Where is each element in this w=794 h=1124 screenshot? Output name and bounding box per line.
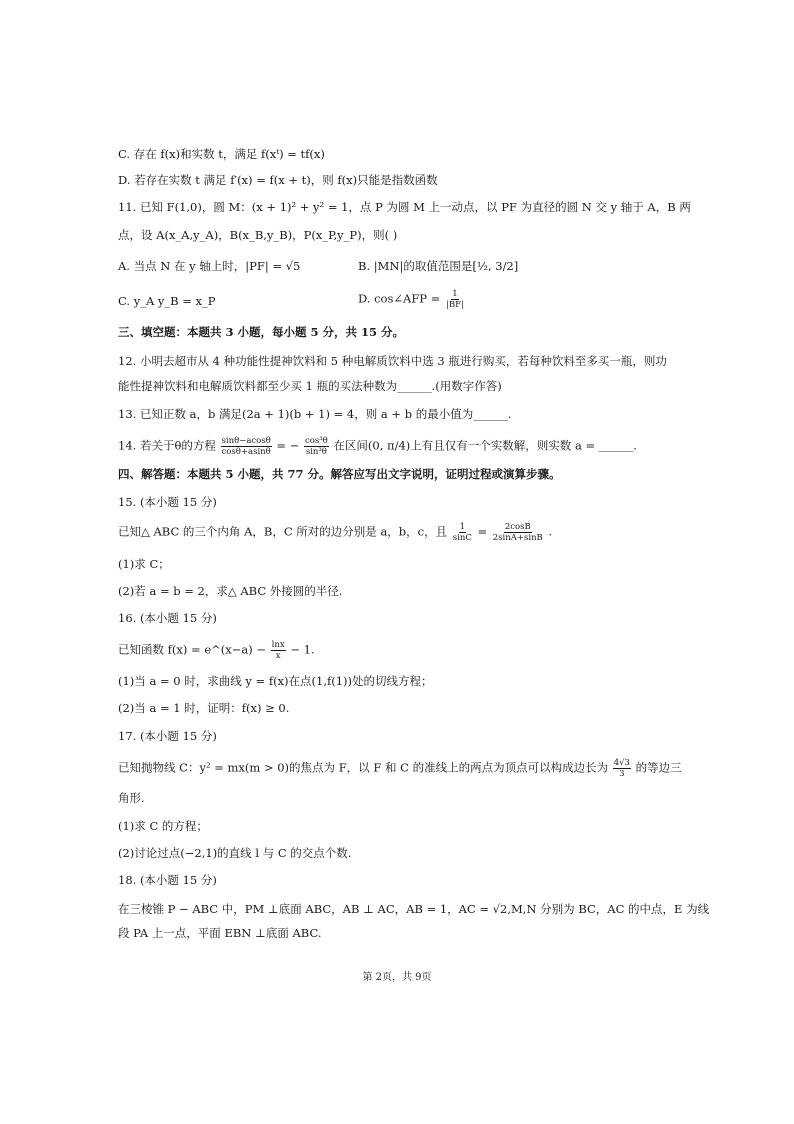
question-18-header: 18. (本小题 15 分) — [118, 873, 217, 887]
question-12-stem: 12. 小明去超市从 4 种功能性提神饮料和 5 种电解质饮料中选 3 瓶进行购买，若每种饮料至多买一瓶，则功 — [118, 354, 667, 368]
q15-fraction-left — [452, 522, 473, 543]
option-d-fraction — [445, 289, 465, 310]
q14-text-mid: = − — [276, 438, 300, 453]
q15-text-eq: = — [477, 524, 488, 539]
fraction-denominator: 2sinA+sinB — [492, 533, 543, 543]
question-11-option-c: C. y_A y_B = x_P — [118, 294, 216, 308]
fraction-denominator: |BF| — [446, 300, 464, 310]
question-17-stem-cont: 角形. — [118, 791, 145, 805]
q16-fraction — [271, 640, 286, 661]
question-15-stem — [118, 522, 552, 543]
fraction-numerator: 1 — [452, 289, 458, 299]
question-11-stem-cont: 点，设 A(x_A,y_A)，B(x_B,y_B)，P(x_P,y_P)，则( ) — [118, 228, 398, 242]
fraction-denominator: cosθ+asinθ — [221, 447, 271, 457]
question-11-option-a: A. 当点 N 在 y 轴上时，|PF| = √5 — [118, 259, 301, 273]
q17-fraction — [613, 758, 631, 779]
question-18-stem: 在三棱锥 P − ABC 中，PM ⊥底面 ABC，AB ⊥ AC，AB = 1，AC = √2,M,N 分别为 BC，AC 的中点，E 为线 — [118, 902, 710, 916]
question-15-part-1: (1)求 C； — [118, 557, 170, 571]
q15-text-end: . — [548, 524, 553, 539]
question-16-part-1: (1)当 a = 0 时，求曲线 y = f(x)在点(1,f(1))处的切线方程； — [118, 674, 433, 688]
q15-fraction-right — [492, 522, 544, 543]
question-16-header: 16. (本小题 15 分) — [118, 611, 217, 625]
q15-text-pre: 已知△ ABC 的三个内角 A，B，C 所对的边分别是 a，b，c，且 — [118, 524, 448, 539]
q16-text-end: − 1. — [290, 642, 315, 657]
fraction-denominator: sin³θ — [305, 447, 327, 457]
fraction-numerator: 1 — [459, 522, 465, 532]
section-4-heading: 四、解答题：本题共 5 小题，共 77 分。解答应写出文字说明，证明过程或演算步骤。 — [118, 467, 561, 481]
q14-fraction-right — [304, 436, 329, 457]
fraction-numerator: 2cosB — [504, 522, 531, 532]
question-11-option-b: B. |MN|的取值范围是[½, 3/2] — [358, 259, 519, 273]
question-17-part-2: (2)讨论过点(−2,1)的直线 l 与 C 的交点个数. — [118, 846, 352, 860]
section-3-heading: 三、填空题：本题共 3 小题，每小题 5 分，共 15 分。 — [118, 325, 405, 339]
question-14-stem — [118, 436, 637, 457]
question-13-stem: 13. 已知正数 a，b 满足(2a + 1)(b + 1) = 4，则 a + b 的最小值为______. — [118, 407, 512, 421]
question-16-stem — [118, 640, 315, 661]
question-15-part-2: (2)若 a = b = 2，求△ ABC 外接圆的半径. — [118, 584, 343, 598]
fraction-numerator: cos³θ — [305, 436, 328, 446]
question-17-part-1: (1)求 C 的方程； — [118, 819, 208, 833]
question-10-option-d: D. 若存在实数 t 满足 f′(x) = f(x + t)，则 f(x)只能是指数函数 — [118, 173, 438, 187]
q16-text-pre: 已知函数 f(x) = e^(x−a) − — [118, 642, 267, 657]
fraction-denominator: sinC — [452, 533, 472, 543]
question-10-option-c: C. 存在 f(x)和实数 t，满足 f(xᵗ) = tf(x) — [118, 147, 325, 161]
question-18-stem-cont: 段 PA 上一点，平面 EBN ⊥底面 ABC. — [118, 926, 322, 940]
q14-text-pre: 14. 若关于θ的方程 — [118, 438, 216, 453]
question-17-stem — [118, 758, 682, 779]
q14-text-end: 在区间(0, π/4)上有且仅有一个实数解，则实数 a = ______. — [333, 438, 637, 453]
q17-text-end: 的等边三 — [635, 760, 682, 775]
question-12-stem-cont: 能性提神饮料和电解质饮料都至少买 1 瓶的买法种数为______.(用数字作答) — [118, 379, 502, 393]
fraction-denominator: 3 — [619, 769, 625, 779]
fraction-numerator: sinθ−acosθ — [221, 436, 271, 446]
q14-fraction-left — [221, 436, 272, 457]
q17-text-pre: 已知抛物线 C：y² = mx(m > 0)的焦点为 F，以 F 和 C 的准线上的两点为顶点可以构成边长为 — [118, 760, 609, 775]
option-d-text: D. cos∠AFP = — [358, 291, 441, 306]
fraction-numerator: 4√3 — [613, 758, 630, 768]
question-16-part-2: (2)当 a = 1 时，证明：f(x) ≥ 0. — [118, 701, 290, 715]
question-17-header: 17. (本小题 15 分) — [118, 729, 217, 743]
page-footer: 第 2页，共 9页 — [362, 972, 432, 983]
fraction-denominator: x — [275, 651, 281, 661]
question-11-option-d — [358, 289, 466, 310]
fraction-numerator: lnx — [271, 640, 285, 650]
question-11-stem: 11. 已知 F(1,0)，圆 M：(x + 1)² + y² = 1，点 P 为圆 M 上一动点，以 PF 为直径的圆 N 交 y 轴于 A，B 两 — [118, 200, 691, 214]
question-15-header: 15. (本小题 15 分) — [118, 495, 217, 509]
